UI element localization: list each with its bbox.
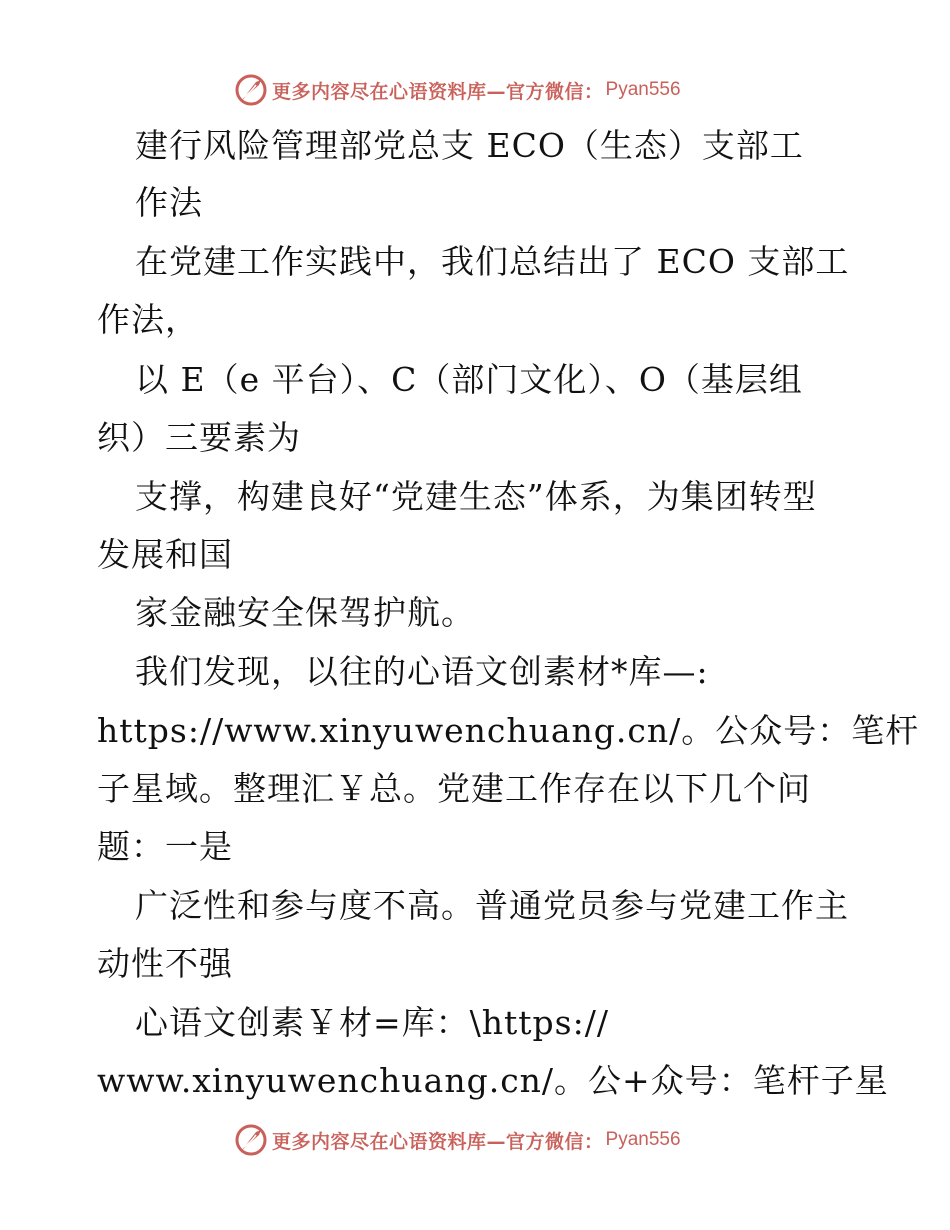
watermark-wechat-id: Pyan556 — [605, 1129, 681, 1150]
text-line: 以 E（e 平台）、C（部门文化）、O（基层组 — [135, 360, 803, 399]
text-line: 发展和国 — [97, 535, 233, 574]
text-line: 作法， — [97, 300, 199, 339]
text-line: 支撑，构建良好“党建生态”体系，为集团转型 — [135, 477, 817, 516]
watermark-text: 更多内容尽在心语资料库—官方微信： — [272, 80, 604, 103]
text-line: www.xinyuwenchuang.cn/。公+众号：笔杆子星 — [97, 1061, 889, 1100]
text-line: 织）三要素为 — [97, 418, 301, 457]
text-line: 在党建工作实践中，我们总结出了 ECO 支部工 — [135, 242, 850, 281]
text-line: 家金融安全保驾护航。 — [135, 593, 475, 632]
quill-logo-icon — [234, 73, 268, 107]
watermark-footer — [234, 1122, 734, 1158]
quill-logo-icon — [234, 1123, 268, 1157]
text-line: 子星域。整理汇￥总。党建工作存在以下几个问 — [97, 769, 811, 808]
text-line: https://www.xinyuwenchuang.cn/。公众号：笔杆 — [97, 711, 920, 750]
text-line: 心语文创素￥材=库：\https:// — [135, 1003, 609, 1042]
text-line: 我们发现，以往的心语文创素材*库—: — [135, 652, 709, 691]
text-line: 作法 — [135, 183, 203, 222]
watermark-text: 更多内容尽在心语资料库—官方微信： — [272, 1130, 604, 1153]
watermark-header — [234, 72, 734, 108]
text-line: 动性不强 — [97, 944, 233, 983]
text-line: 广泛性和参与度不高。普通党员参与党建工作主 — [135, 886, 849, 925]
text-line: 题：一是 — [97, 827, 233, 866]
watermark-wechat-id: Pyan556 — [605, 79, 681, 100]
text-line: 建行风险管理部党总支 ECO（生态）支部工 — [135, 126, 804, 165]
